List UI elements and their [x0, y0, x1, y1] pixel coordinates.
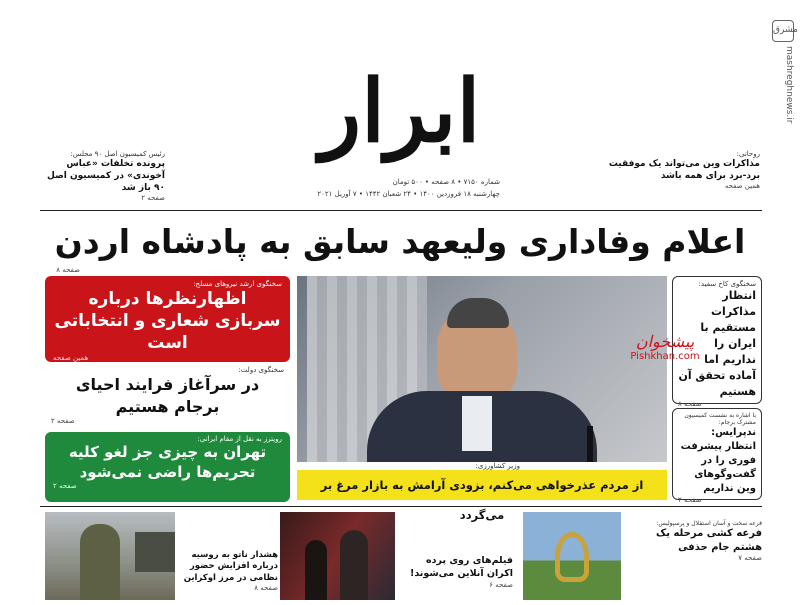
film-person-left — [305, 540, 327, 600]
middle-story[interactable] — [45, 364, 290, 430]
top-right-story[interactable] — [600, 150, 760, 190]
pishkhan-url: Pishkhan.com — [630, 351, 700, 362]
side-top-kicker: سخنگوی کاخ سفید: — [698, 280, 756, 288]
mashregh-logo-icon: مشرق — [772, 20, 794, 42]
person-hair — [447, 298, 509, 328]
bottom-story-trophy[interactable] — [625, 520, 762, 562]
microphone-icon — [587, 426, 593, 462]
bottom-story-film-page: صفحه ۶ — [489, 580, 513, 589]
date-line: چهارشنبه ۱۸ فروردین ۱۴۰۰ • ۲۴ شعبان ۱۴۴۲ • ۷ آوریل ۲۰۲۱ — [317, 190, 500, 198]
minister-photo — [297, 276, 667, 462]
film-still-photo — [280, 512, 395, 600]
middle-story-kicker: سخنگوی دولت: — [238, 366, 284, 374]
main-headline[interactable]: اعلام وفاداری ولیعهد سابق به پادشاه اردن — [54, 222, 746, 261]
military-vehicle — [135, 532, 175, 572]
photo-caption: از مردم عذرخواهی می‌کنم، بزودی آرامش به بازار مرغ بر می‌گردد — [320, 478, 644, 522]
masthead-divider — [40, 210, 762, 211]
red-box-kicker: سخنگوی ارشد نیروهای مسلح: — [193, 280, 282, 288]
side-top-page: صفحه ۸ — [678, 399, 702, 408]
top-right-page: همین صفحه — [724, 182, 760, 191]
trophy-icon — [555, 532, 589, 582]
red-box-story[interactable] — [45, 276, 290, 362]
middle-story-text: در سرآغاز فرایند احیای برجام هستیم — [75, 375, 260, 416]
issue-line: شماره ۷۱۵۰ • ۸ صفحه • ۵۰۰ تومان — [392, 178, 500, 186]
photo-caption-bar[interactable] — [297, 470, 667, 522]
red-box-text: اظهارنظرها درباره سربازی شعاری و انتخاباتی است — [54, 289, 281, 354]
bottom-story-trophy-text: فرعه کشی مرحله یک هشتم جام حذفی — [656, 528, 762, 553]
pishkhan-name: پیشخوان — [635, 332, 695, 351]
photo-kicker: وزیر کشاورزی: — [475, 462, 520, 470]
side-bottom-kicker: با اشاره به نشست کمیسیون مشترک برجام: — [684, 412, 756, 426]
pishkhan-watermark — [625, 332, 705, 377]
masthead-title: ابرار — [319, 61, 481, 162]
top-left-text: پرونده تخلفات «عباس آخوندی» در کمیسیون اصل ۹۰ باز شد — [47, 159, 165, 194]
trophy-photo — [523, 512, 621, 600]
side-bottom-page: صفحه ۲ — [678, 496, 702, 504]
bottom-story-film[interactable] — [398, 555, 513, 589]
watermark-text: mashreghnews.ir — [784, 46, 794, 124]
green-box-page: صفحه ۲ — [53, 482, 77, 490]
green-box-text: تهران به چیزی جز لغو کلیه تحریم‌ها راضی نمی‌شود — [68, 443, 267, 481]
side-top-text: انتظار مذاکرات مستقیم با ایران را نداریم اما آماده تحقق آن هستیم — [678, 289, 756, 398]
red-box-page: همین صفحه — [53, 354, 89, 363]
side-bottom-story[interactable] — [672, 408, 762, 504]
top-left-page: صفحه ۲ — [141, 194, 165, 203]
person-shirt — [462, 396, 492, 451]
film-person-right — [340, 530, 368, 600]
middle-story-page: صفحه ۲ — [51, 417, 75, 426]
bottom-story-trophy-kicker: قرعه سخت و آسان استقلال و پرسپولیس: — [656, 520, 762, 527]
top-right-kicker: روحانی: — [736, 150, 760, 158]
bottom-story-film-text: فیلم‌های روی پرده اکران آنلاین می‌شوند! — [409, 555, 513, 579]
soldier-figure — [80, 524, 120, 600]
headline-page: صفحه ۸ — [56, 266, 80, 274]
green-box-story[interactable] — [45, 432, 290, 502]
bottom-story-nato-page: صفحه ۸ — [254, 584, 278, 593]
side-bottom-text: ندپرایس: انتظار پیشرفت فوری را در گفت‌وگوهای وین نداریم — [680, 427, 756, 494]
bottom-story-trophy-page: صفحه ۷ — [738, 554, 762, 562]
bottom-story-nato[interactable] — [178, 550, 278, 592]
green-box-kicker: رویترز به نقل از مقام ایرانی: — [197, 435, 282, 443]
top-left-kicker: رئیس کمیسیون اصل ۹۰ مجلس: — [70, 150, 165, 158]
bottom-divider — [40, 506, 762, 507]
soldiers-photo — [45, 512, 175, 600]
watermark — [766, 12, 796, 142]
bottom-story-nato-text: هشدار ناتو به روسیه درباره افزایش حضور نظامی در مرز اوکراین — [183, 550, 278, 583]
top-left-story[interactable] — [45, 150, 165, 202]
top-right-text: مذاکرات وین می‌تواند یک موفقیت برد-برد برای همه باشد — [608, 159, 760, 182]
